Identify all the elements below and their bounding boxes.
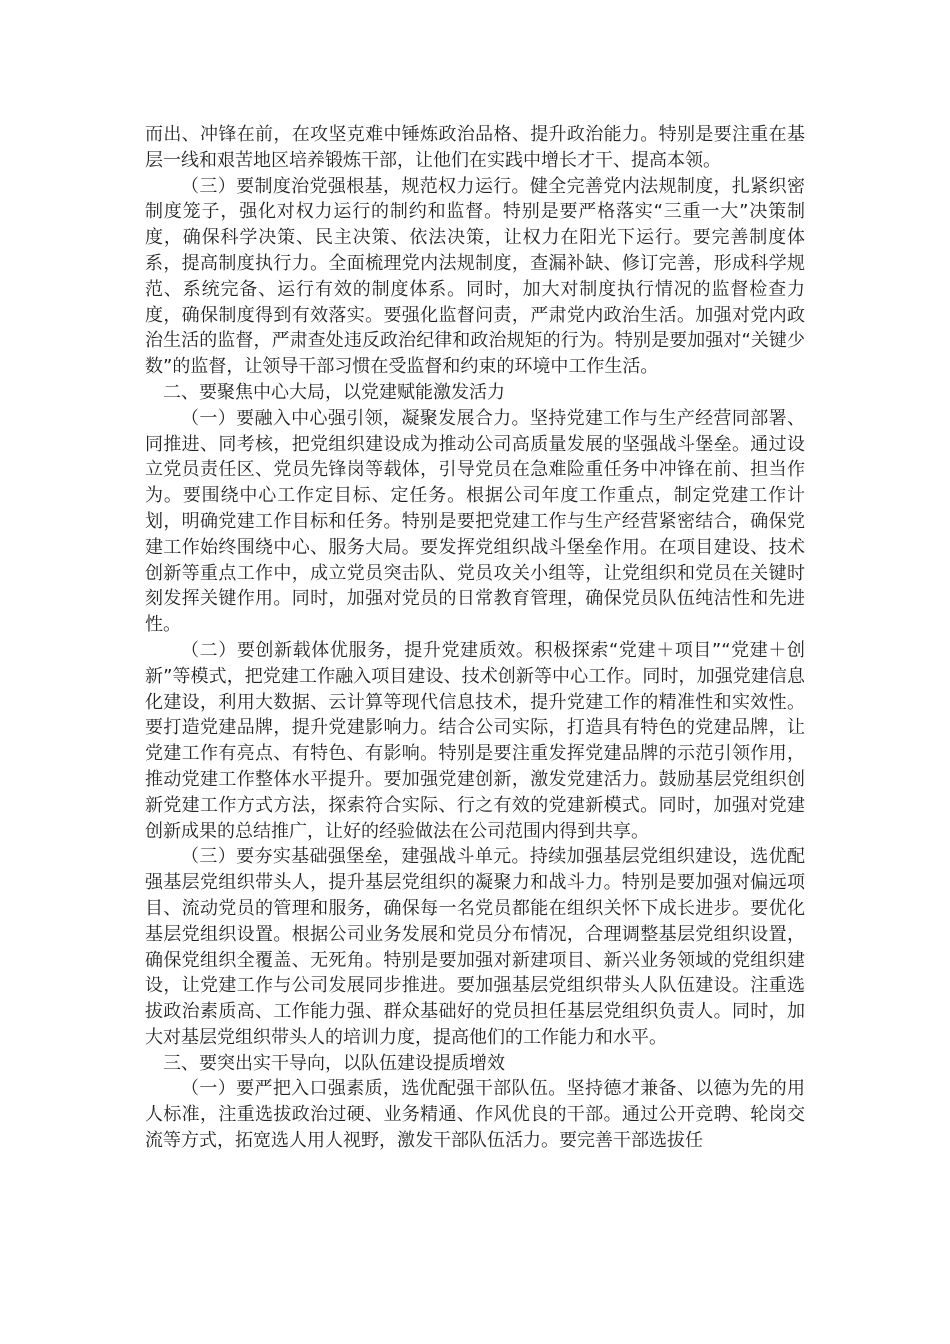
paragraph-strengthen-foundation: （三）要夯实基础强堡垒，建强战斗单元。持续加强基层党组织建设，选优配强基层党组织带头人，提升基层党组织的凝聚力和战斗力。特别是要加强对偏远项目、流动党员的管理和服务，确保每一名党员都能在组织关怀下成长进步。要优化基层党组织设置。根据公司业务发展和党员分布情况，合理调整基层党组织设置，确保党组织全覆盖、无死角。特别是要加强对新建项目、新兴业务领域的党组织建设，让党建工作与公司发展同步推进。要加强基层党组织带头人队伍建设。注重选拔政治素质高、工作能力强、群众基础好的党员担任基层党组织负责人。同时，加大对基层党组织带头人的培训力度，提高他们的工作能力和水平。 [145,846,805,1048]
section-heading-three: 三、要突出实干导向，以队伍建设提质增效 [163,1052,505,1074]
paragraph-integrate-center: （一）要融入中心强引领，凝聚发展合力。坚持党建工作与生产经营同部署、同推进、同考核，把党组织建设成为推动公司高质量发展的坚强战斗堡垒。通过设立党员责任区、党员先锋岗等载体，引导党员在急难险重任务中冲锋在前、担当作为。要围绕中心工作定目标、定任务。根据公司年度工作重点，制定党建工作计划，明确党建工作目标和任务。特别是要把党建工作与生产经营紧密结合，确保党建工作始终围绕中心、服务大局。要发挥党组织战斗堡垒作用。在项目建设、技术创新等重点工作中，成立党员突击队、党员攻关小组等，让党组织和党员在关键时刻发挥关键作用。同时，加强对党员的日常教育管理，确保党员队伍纯洁性和先进性。 [145,407,805,636]
paragraph-strict-entry: （一）要严把入口强素质，选优配强干部队伍。坚持德才兼备、以德为先的用人标准，注重选拔政治过硬、业务精通、作风优良的干部。通过公开竞聘、轮岗交流等方式，拓宽选人用人视野，激发干部队伍活力。要完善干部选拔任 [145,1078,805,1152]
paragraph-innovate-carrier: （二）要创新载体优服务，提升党建质效。积极探索“党建＋项目”“党建＋创新”等模式，把党建工作融入项目建设、技术创新等中心工作。同时，加强党建信息化建设，利用大数据、云计算等现代信息技术，提升党建工作的精准性和实效性。要打造党建品牌，提升党建影响力。结合公司实际，打造具有特色的党建品牌，让党建工作有亮点、有特色、有影响。特别是要注重发挥党建品牌的示范引领作用，推动党建工作整体水平提升。要加强党建创新，激发党建活力。鼓励基层党组织创新党建工作方式方法，探索符合实际、行之有效的党建新模式。同时，加强对党建创新成果的总结推广，让好的经验做法在公司范围内得到共享。 [145,639,805,842]
document-page [145,122,805,1154]
paragraph-institutional-governance: （三）要制度治党强根基，规范权力运行。健全完善党内法规制度，扎紧织密制度笼子，强化对权力运行的制约和监督。特别是要严格落实“三重一大”决策制度，确保科学决策、民主决策、依法决策，让权力在阳光下运行。要完善制度体系，提高制度执行力。全面梳理党内法规制度，查漏补缺、修订完善，形成科学规范、系统完备、运行有效的制度体系。同时，加大对制度执行情况的监督检查力度，确保制度得到有效落实。要强化监督问责，严肃党内政治生活。加强对党内政治生活的监督，严肃查处违反政治纪律和政治规矩的行为。特别是要加强对“关键少数”的监督，让领导干部习惯在受监督和约束的环境中工作生活。 [145,175,805,378]
section-heading-two: 二、要聚焦中心大局，以党建赋能激发活力 [163,381,505,403]
paragraph-continuation: 而出、冲锋在前，在攻坚克难中锤炼政治品格、提升政治能力。特别是要注重在基层一线和艰苦地区培养锻炼干部，让他们在实践中增长才干、提高本领。 [145,124,805,171]
